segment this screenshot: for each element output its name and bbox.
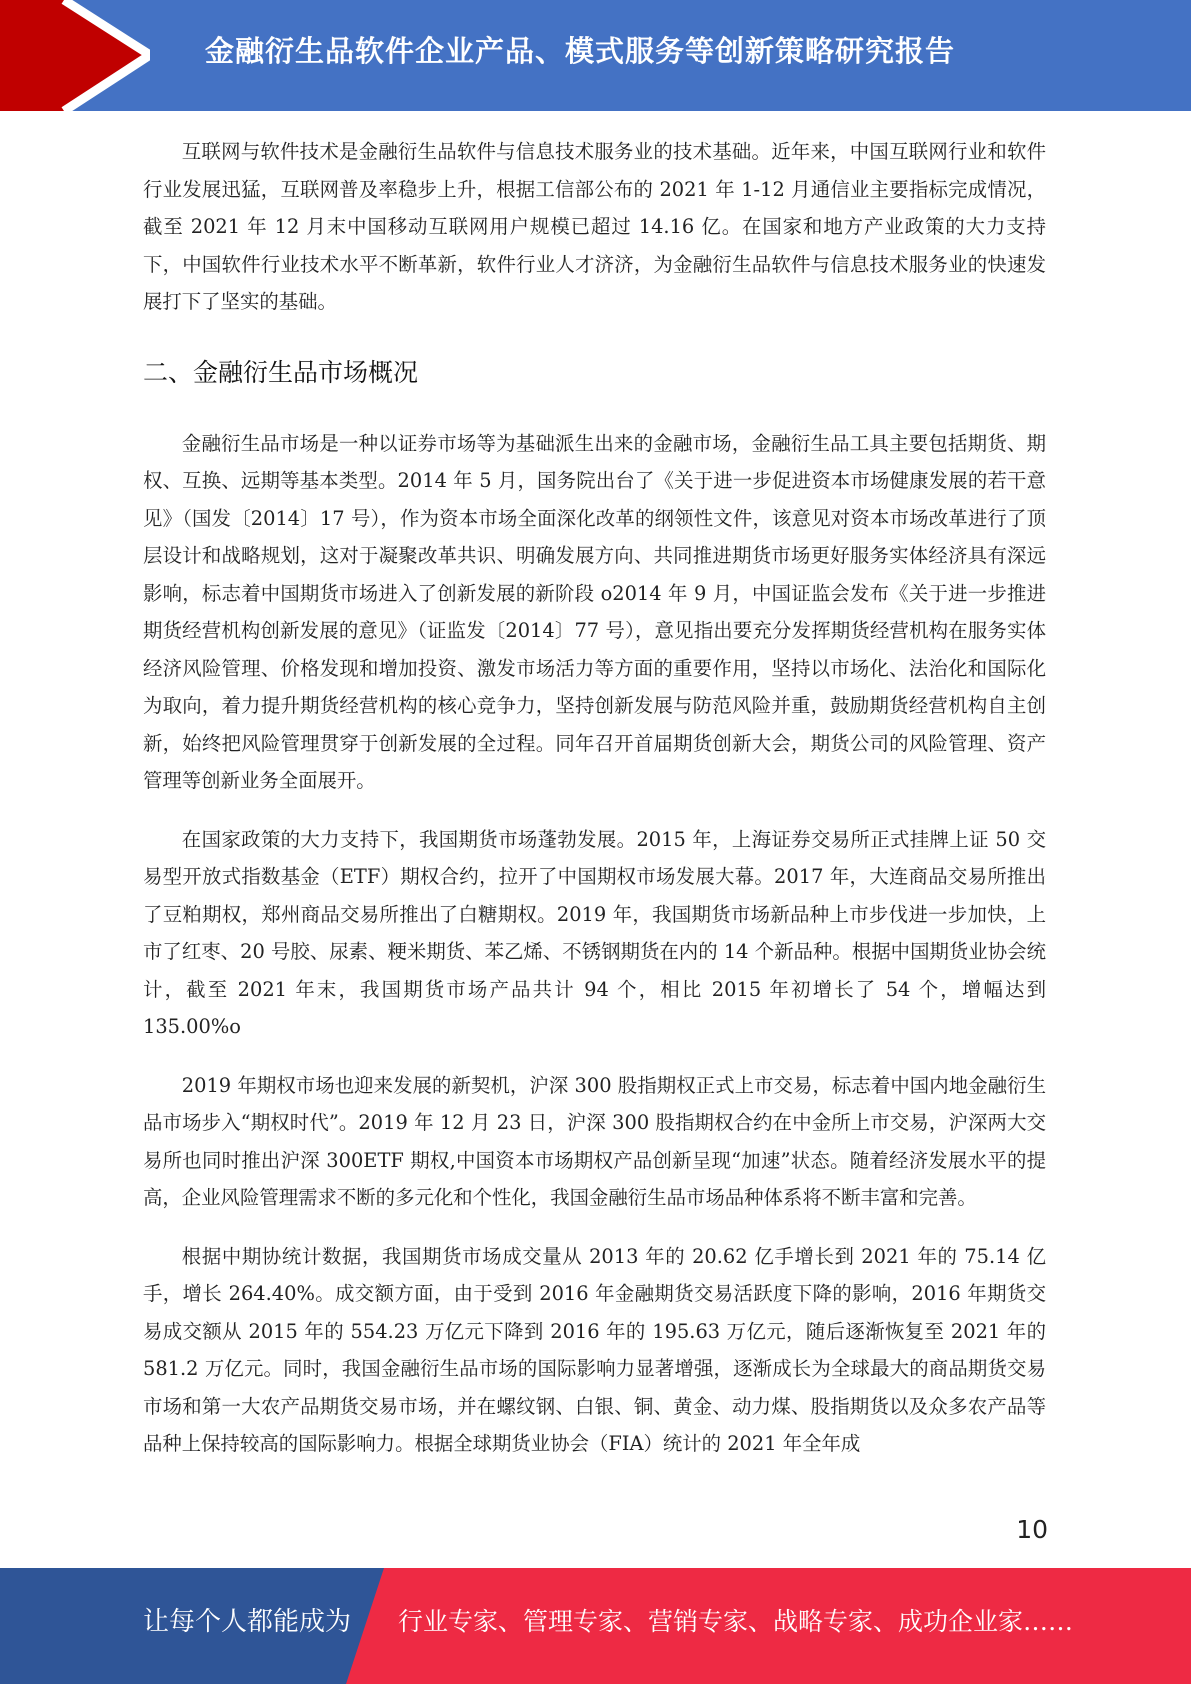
intro-paragraph: 互联网与软件技术是金融衍生品软件与信息技术服务业的技术基础。近年来，中国互联网行业和软件行业发展迅猛，互联网普及率稳步上升，根据工信部公布的 2021 年 1-12 月通信业主要指标完成情况，截至 2021 年 12 月末中国移动互联网用户规模已超过 14.16 亿。在国家和地方产业政策的大力支持下，中国软件行业技术水平不断革新，软件行业人才济济，为金融衍生品软件与信息技术服务业的快速发展打下了坚实的基础。 bbox=[143, 140, 1046, 313]
section-heading: 二、金融衍生品市场概况 bbox=[143, 357, 419, 387]
page-footer-banner bbox=[0, 1568, 1191, 1684]
page-number: 10 bbox=[1016, 1515, 1048, 1544]
document-body bbox=[143, 133, 1046, 1463]
footer-slogan-left: 让每个人都能成为 bbox=[143, 1607, 352, 1637]
body-paragraph: 2019 年期权市场也迎来发展的新契机，沪深 300 股指期权正式上市交易，标志着中国内地金融衍生品市场步入“期权时代”。2019 年 12 月 23 日，沪深 300 股指期权合约在中金所上市交易，沪深两大交易所也同时推出沪深 300ETF 期权,中国资本市场期权产品创新呈现“加速”状态。随着经济发展水平的提高，企业风险管理需求不断的多元化和个性化，我国金融衍生品市场品种体系将不断丰富和完善。 bbox=[143, 1073, 1046, 1209]
footer-slogan-right: 行业专家、管理专家、营销专家、战略专家、成功企业家…… bbox=[398, 1607, 1074, 1636]
red-arrow-shape bbox=[0, 0, 150, 111]
body-paragraph: 在国家政策的大力支持下，我国期货市场蓬勃发展。2015 年，上海证券交易所正式挂牌上证 50 交易型开放式指数基金（ETF）期权合约，拉开了中国期权市场发展大幕。2017 年，大连商品交易所推出了豆粕期权，郑州商品交易所推出了白糖期权。2019 年，我国期货市场新品种上市步伐进一步加快，上市了红枣、20 号胶、尿素、粳米期货、苯乙烯、不锈钢期货在内的 14 个新品种。根据中国期货业协会统计，截至 2021 年末，我国期货市场产品共计 94 个，相比 2015 年初增长了 54 个，增幅达到 135.00%o bbox=[143, 827, 1046, 1038]
page-header-banner bbox=[0, 0, 1191, 111]
body-paragraph: 根据中期协统计数据，我国期货市场成交量从 2013 年的 20.62 亿手增长到 2021 年的 75.14 亿手，增长 264.40%。成交额方面，由于受到 2016 年金融期货交易活跃度下降的影响，2016 年期货交易成交额从 2015 年的 554.23 万亿元下降到 2016 年的 195.63 万亿元，随后逐渐恢复至 2021 年的 581.2 万亿元。同时，我国金融衍生品市场的国际影响力显著增强，逐渐成长为全球最大的商品期货交易市场和第一大农产品期货交易市场，并在螺纹钢、白银、铜、黄金、动力煤、股指期货以及众多农产品等品种上保持较高的国际影响力。根据全球期货业协会（FIA）统计的 2021 年全年成 bbox=[143, 1244, 1046, 1455]
report-title: 金融衍生品软件企业产品、模式服务等创新策略研究报告 bbox=[205, 34, 956, 68]
body-paragraph: 金融衍生品市场是一种以证券市场等为基础派生出来的金融市场，金融衍生品工具主要包括期货、期权、互换、远期等基本类型。2014 年 5 月，国务院出台了《关于进一步促进资本市场健康发展的若干意见》（国发〔2014〕17 号），作为资本市场全面深化改革的纲领性文件，该意见对资本市场改革进行了顶层设计和战略规划，这对于凝聚改革共识、明确发展方向、共同推进期货市场更好服务实体经济具有深远影响，标志着中国期货市场进入了创新发展的新阶段 o2014 年 9 月，中国证监会发布《关于进一步推进期货经营机构创新发展的意见》（证监发〔2014〕77 号），意见指出要充分发挥期货经营机构在服务实体经济风险管理、价格发现和增加投资、激发市场活力等方面的重要作用，坚持以市场化、法治化和国际化为取向，着力提升期货经营机构的核心竞争力，坚持创新发展与防范风险并重，鼓励期货经营机构自主创新，始终把风险管理贯穿于创新发展的全过程。同年召开首届期货创新大会，期货公司的风险管理、资产管理等创新业务全面展开。 bbox=[143, 431, 1046, 792]
